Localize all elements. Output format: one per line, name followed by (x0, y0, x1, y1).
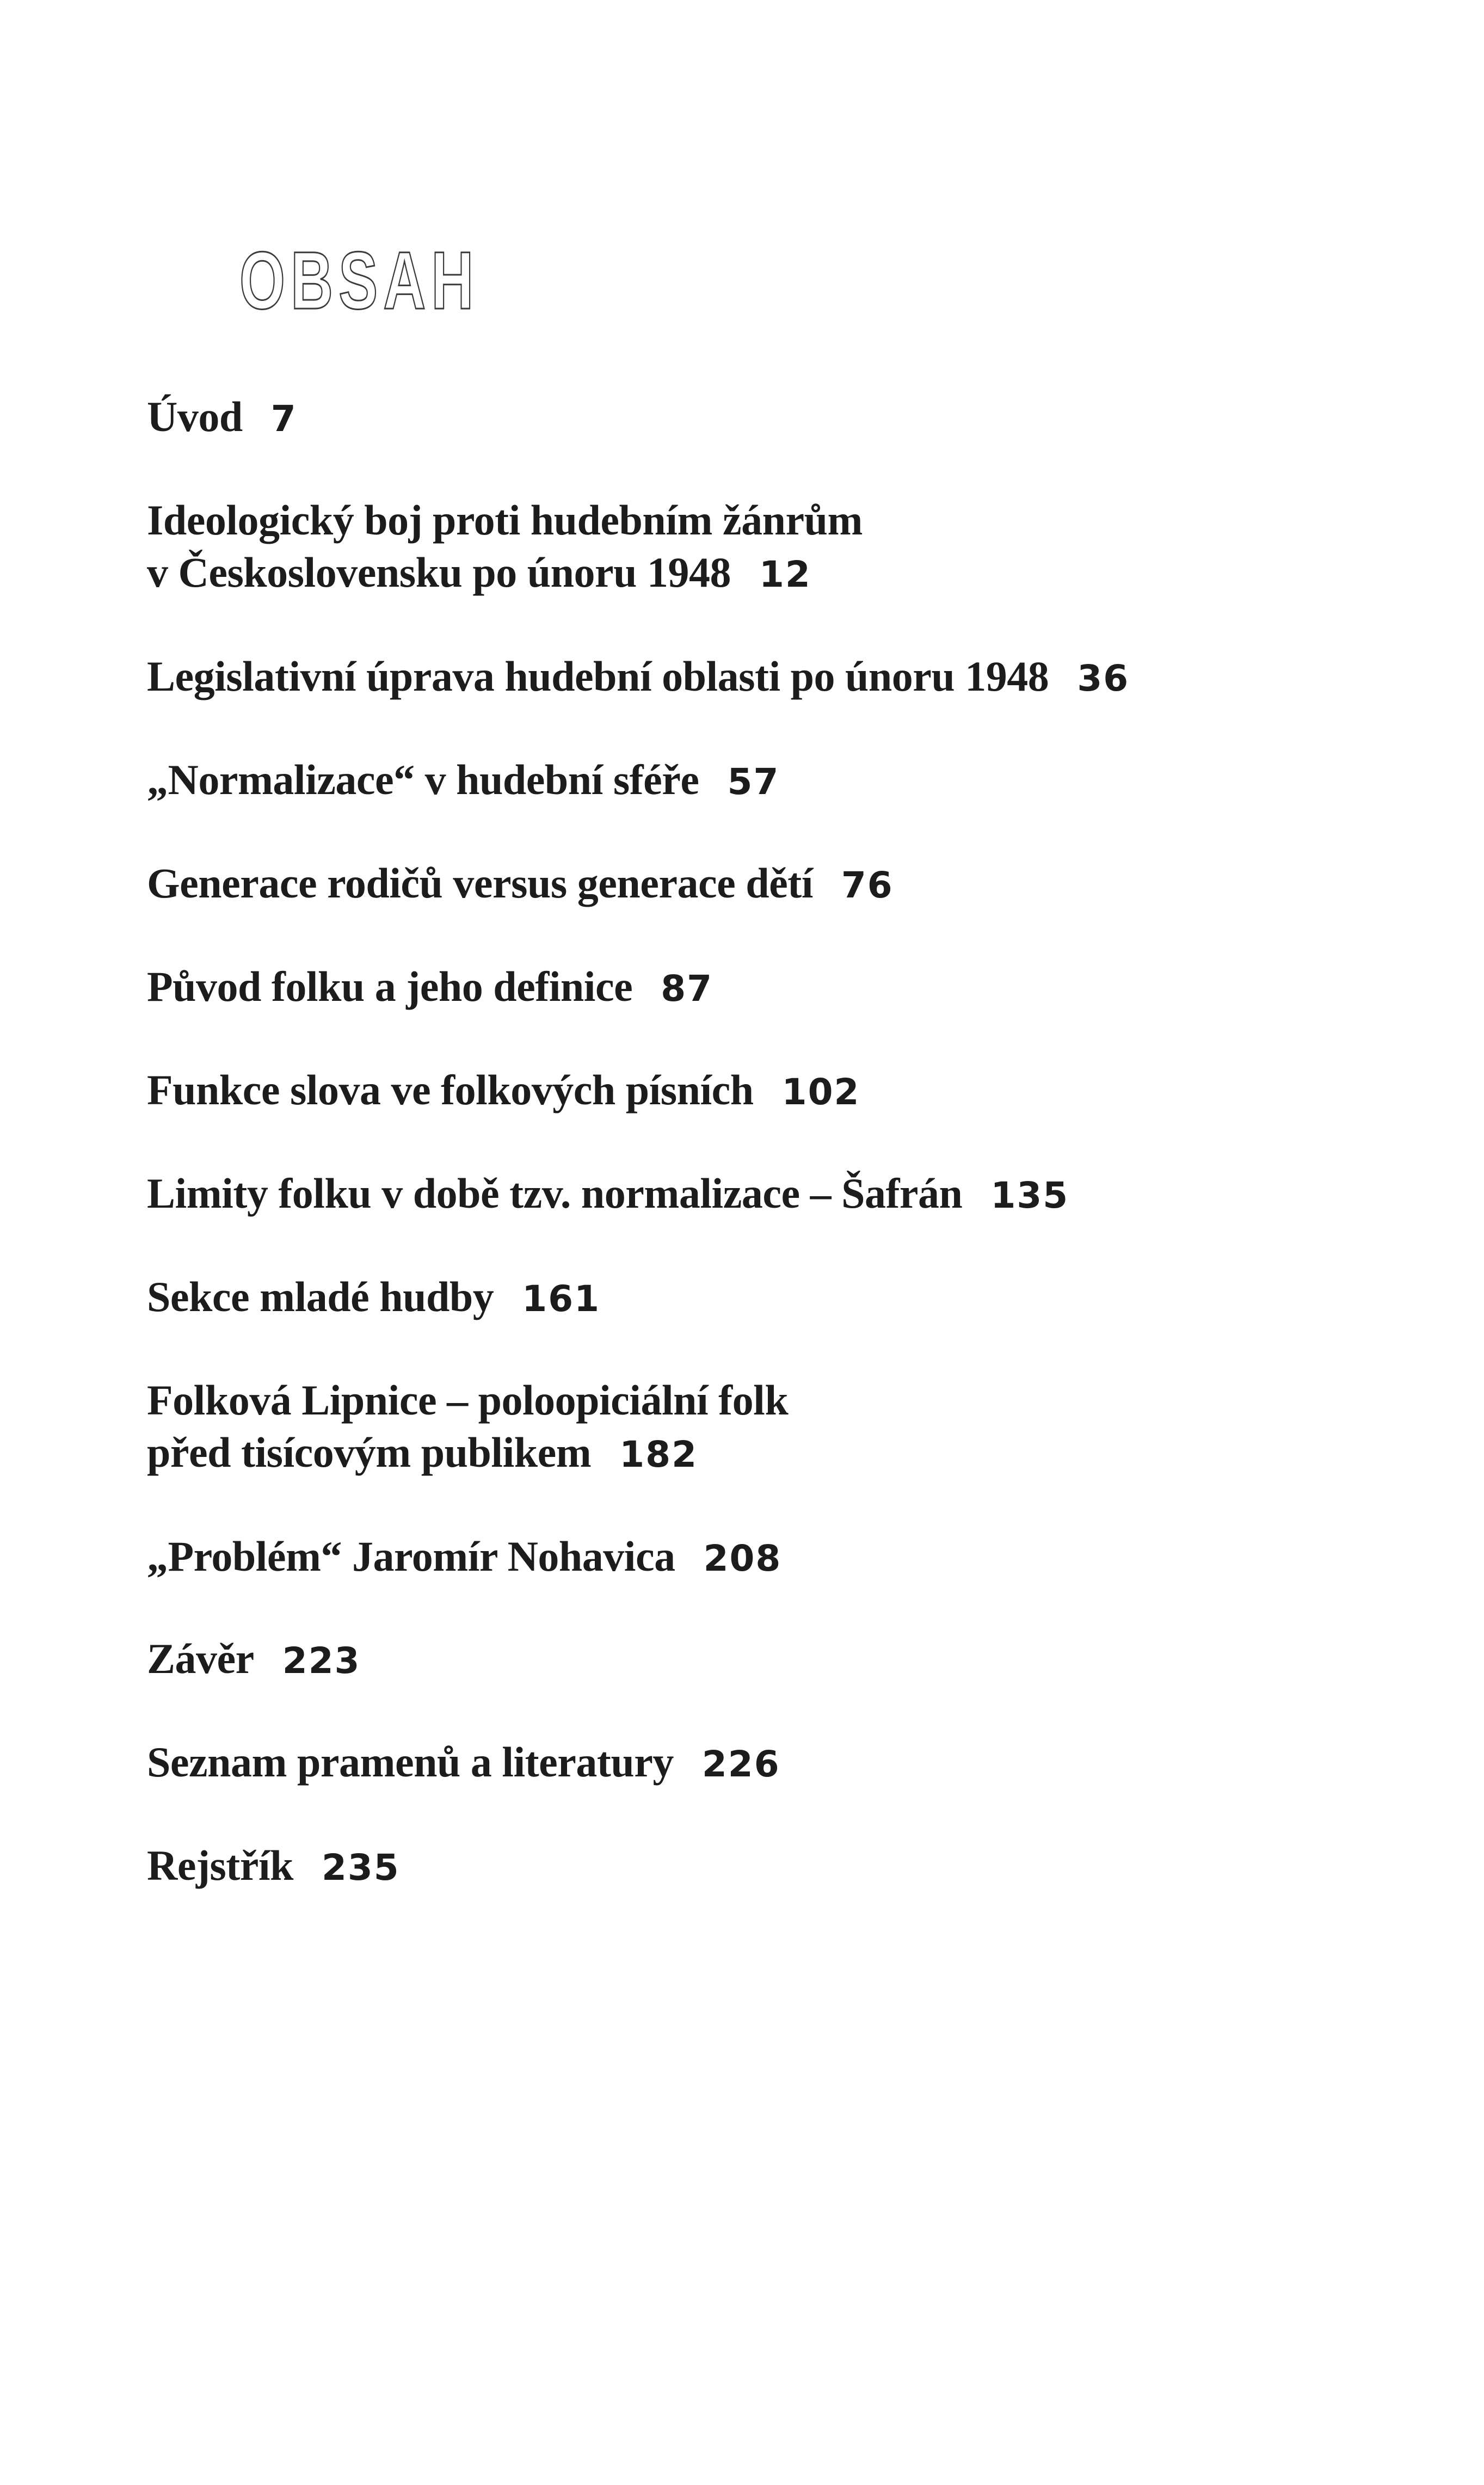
toc-entry (147, 754, 1399, 808)
toc-page-number: 87 (661, 968, 713, 1010)
toc-entry-title: Sekce mladé hudby 161 (147, 1273, 601, 1320)
toc-page-number: 182 (619, 1434, 698, 1475)
page-title: OBSAH (239, 235, 479, 326)
toc-page-number: 235 (321, 1847, 400, 1889)
toc-entry-title-continued: před tisícovým publikem 182 (147, 1429, 698, 1476)
toc-page-number: 57 (727, 761, 780, 803)
toc-entry (147, 494, 1399, 601)
toc-entry-title: Ideologický boj proti hudebním žánrům (147, 496, 863, 544)
toc-entry (147, 1530, 1399, 1585)
toc-page-number: 7 (270, 398, 297, 440)
toc-entry-title: Úvod 7 (147, 393, 297, 440)
toc-page-number: 208 (703, 1537, 782, 1579)
toc-page-number: 223 (282, 1640, 361, 1682)
toc-entry (147, 1840, 1399, 1894)
toc-page-number: 226 (701, 1743, 780, 1785)
toc-entry-title: Folková Lipnice – poloopiciální folk (147, 1376, 789, 1424)
toc-entry-title-continued: v Československu po únoru 1948 12 (147, 549, 811, 596)
toc-entry-title: Původ folku a jeho definice 87 (147, 963, 713, 1010)
toc-entry-title: Seznam pramenů a literatury 226 (147, 1738, 780, 1786)
toc-entry (147, 961, 1399, 1015)
toc-page-number: 36 (1077, 657, 1130, 699)
toc-page-number: 135 (990, 1174, 1069, 1216)
toc-entry-title: Limity folku v době tzv. normalizace – Šafrán 135 (147, 1170, 1069, 1217)
toc-entry-title: „Problém“ Jaromír Nohavica 208 (147, 1533, 782, 1580)
toc-entry (147, 1064, 1399, 1118)
toc-entry-title: Legislativní úprava hudební oblasti po únoru 1948 36 (147, 653, 1130, 700)
toc-entry-title: Funkce slova ve folkových písních 102 (147, 1066, 860, 1114)
toc-page-number: 161 (522, 1278, 601, 1320)
toc-entry-title: Závěr 223 (147, 1635, 361, 1682)
toc-entry-title: Generace rodičů versus generace dětí 76 (147, 859, 894, 907)
toc-entry (147, 1167, 1399, 1222)
toc-entry-title: „Normalizace“ v hudební sféře 57 (147, 756, 780, 803)
toc-entry (147, 1736, 1399, 1791)
toc-page-number: 12 (759, 553, 811, 595)
toc-entry (147, 391, 1399, 445)
toc-entry (147, 857, 1399, 912)
toc-entry (147, 1633, 1399, 1687)
toc-entry-title: Rejstřík 235 (147, 1842, 400, 1889)
toc-entry (147, 1374, 1399, 1481)
toc-page-number: 102 (781, 1071, 860, 1113)
toc-page-number: 76 (841, 864, 894, 906)
toc-entry (147, 1271, 1399, 1325)
toc-entry (147, 650, 1399, 705)
